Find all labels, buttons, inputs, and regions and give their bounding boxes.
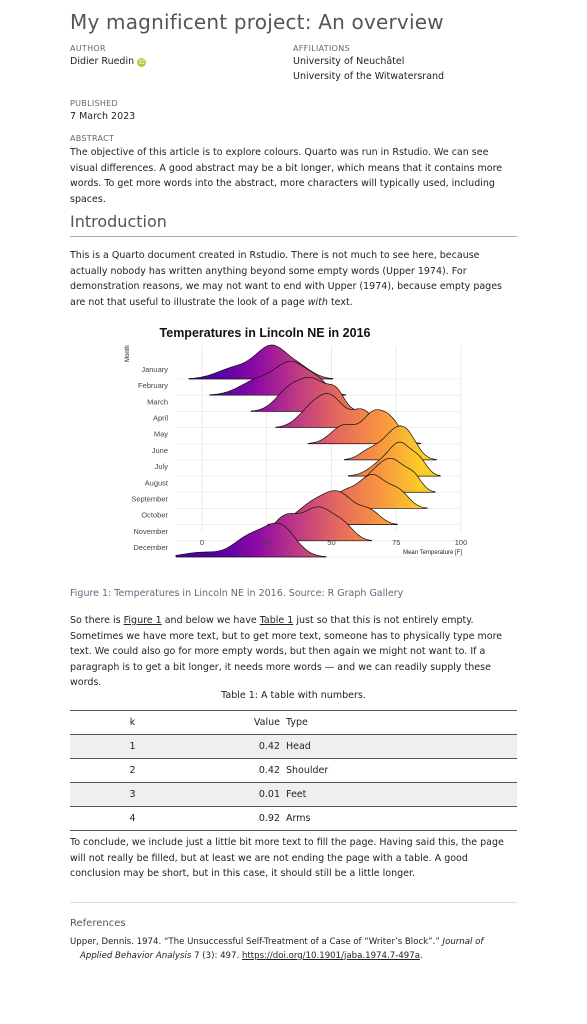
table-cell: Feet [284, 783, 517, 807]
chart-x-axis-label: Mean Temperature [F] [403, 550, 462, 556]
table-cell: Shoulder [284, 759, 517, 783]
y-tick-label: September [131, 494, 168, 504]
author-name-text: Didier Ruedin [70, 56, 135, 67]
figure-caption: Figure 1: Temperatures in Lincoln NE in 2016. Source: R Graph Gallery [70, 588, 404, 599]
body-text-3: just so that this is not entirely empty. Sometimes we have more text, but to get more text, someone has to physically type more text. We could also go for more empty words, but then again we might not want to. If a paragraph is to get a bit longer, it needs more words — and we can readily supply these words. [70, 615, 503, 688]
conclusion-paragraph: To conclude, we include just a little bit more text to fill the page. Having said this, the page will not really be filled, but at least we are not ending the page with a table. A good conclusion may be short, but in this case, it should still be a little longer. [70, 837, 504, 879]
ridgeline-chart [116, 318, 472, 560]
orcid-icon[interactable]: iD [138, 59, 145, 66]
table-caption: Table 1: A table with numbers. [221, 690, 366, 701]
intro-text-end: text. [327, 296, 353, 308]
table-1-link[interactable]: Table 1 [259, 615, 294, 626]
y-tick-label: January [141, 365, 168, 374]
column-header-k: k [70, 711, 195, 735]
section-heading-introduction: Introduction [70, 212, 517, 237]
chart-y-axis-label: Month [125, 345, 131, 362]
reference-text: Upper, Dennis. 1974. “The Unsuccessful Self-Treatment of a Case of “Writer’s Block”.” [70, 937, 443, 947]
table-cell: 0.01 [195, 783, 284, 807]
table-cell: Arms [284, 807, 517, 831]
y-tick-label: March [147, 397, 168, 407]
author-name [70, 56, 146, 67]
abstract-text: The objective of this article is to explore colours. Quarto was run in Rstudio. We can see visual differences. A good abstract may be a bit longer, which means that it contains more words. To get more words into the abstract, more characters will typically used, including spaces. [70, 147, 503, 205]
divider [70, 902, 517, 903]
affiliation-2: University of the Witwatersrand [293, 71, 445, 82]
y-tick-label: June [151, 445, 168, 455]
x-tick-label: 25 [262, 538, 271, 547]
y-tick-label: May [153, 429, 168, 439]
reference-end: . [419, 950, 423, 961]
table-cell: 2 [70, 759, 195, 783]
table-cell: 0.42 [195, 735, 284, 759]
table-header-row [70, 711, 517, 735]
table-cell: 4 [70, 807, 195, 831]
y-tick-label: December [133, 543, 168, 552]
affiliation-1: University of Neuchâtel [293, 56, 405, 67]
doi-link[interactable]: https://doi.org/10.1901/jaba.1974.7-497a [241, 950, 420, 961]
reference-entry [70, 936, 517, 963]
abstract-label: ABSTRACT [70, 134, 115, 143]
affiliations-label: AFFILIATIONS [293, 44, 350, 53]
table-cell: 0.42 [195, 759, 284, 783]
body-text-2: and below we have [161, 615, 260, 626]
table-cell: 0.92 [195, 807, 284, 831]
published-date: 7 March 2023 [70, 111, 136, 122]
table-row [70, 735, 517, 759]
intro-paragraph [70, 248, 517, 310]
references-heading: References [70, 918, 126, 929]
author-label: AUTHOR [70, 44, 106, 53]
body-paragraph [70, 613, 517, 691]
table-row [70, 759, 517, 783]
y-tick-label: July [154, 462, 168, 472]
y-tick-label: April [152, 413, 168, 423]
intro-text: This is a Quarto document created in Rstudio. There is not much to see here, because actually nobody has written anything beyond some empty words (Upper 1974). For demonstration reasons, we may not want to end with Upper (1974), because empty pages are not that useful to illustrate the look of a page [70, 250, 502, 308]
x-tick-label: 100 [454, 538, 468, 547]
table-cell: 3 [70, 783, 195, 807]
y-tick-label: February [137, 381, 168, 391]
table-row [70, 783, 517, 807]
published-label: PUBLISHED [70, 99, 118, 108]
document-title: My magnificent project: An overview [70, 10, 444, 34]
data-table [70, 710, 517, 831]
body-text-1: So there is [70, 615, 124, 626]
reference-journal: Journal of Applied Behavior Analysis [80, 937, 484, 961]
table-cell: 1 [70, 735, 195, 759]
x-tick-label: 75 [392, 538, 401, 547]
table-row [70, 807, 517, 831]
chart-title: Temperatures in Lincoln NE in 2016 [159, 326, 371, 340]
y-tick-label: August [144, 478, 168, 488]
column-header-type: Type [284, 711, 517, 735]
chart-ridges [176, 345, 440, 557]
figure-1-link[interactable]: Figure 1 [123, 615, 162, 626]
y-tick-label: October [141, 510, 168, 520]
table-cell: Head [284, 735, 517, 759]
x-tick-label: 50 [327, 538, 336, 547]
column-header-value: Value [195, 711, 284, 735]
x-tick-label: 0 [199, 538, 204, 547]
chart-y-tick-labels [131, 365, 169, 552]
y-tick-label: November [133, 526, 168, 536]
intro-emphasis: with [307, 296, 328, 308]
reference-volume: 7 (3): 497. [191, 950, 242, 961]
